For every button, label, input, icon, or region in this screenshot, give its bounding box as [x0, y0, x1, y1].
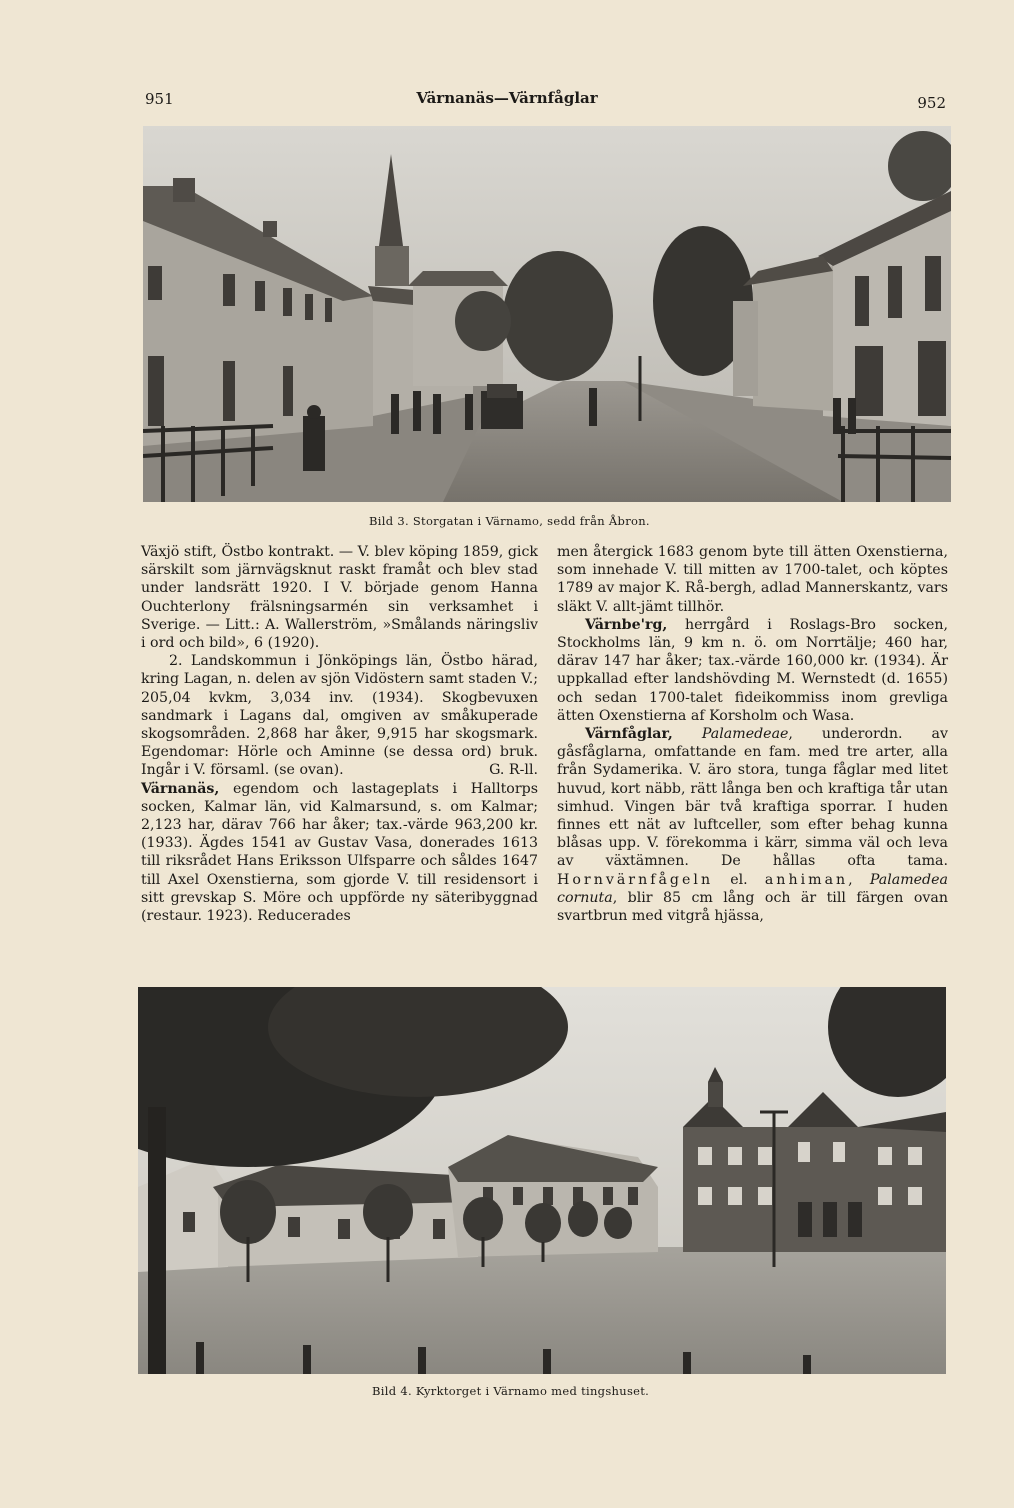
photo-storgatan — [143, 126, 951, 502]
running-head: Värnanäs—Värnfåglar — [416, 89, 598, 107]
page-number-right: 952 — [917, 94, 946, 112]
author-signature: G. R-ll. — [489, 762, 538, 779]
photo-storgatan-drawing — [143, 126, 951, 502]
headword-varnanas: Värnanäs, — [141, 780, 220, 797]
varnfaglar-text-c: , — [848, 871, 870, 888]
page-number-left: 951 — [145, 90, 174, 108]
varnfaglar-text-a: , underordn. av gåsfåglarna, omfattande en fam. med tre arter, alla från Sydamerika. V. äro stora, tunga fåglar med litet huvud, kort näbb, rätt långa ben och kraftiga tår utan simhud. Vingen bär två kraftiga sporrar. I huden finnes ett nät av luftceller, som efter behag kunna blåsas upp. V. förekomma i kärr, simma väl och leva av växtämnen. De hållas ofta tama. — [557, 726, 948, 870]
right-column — [557, 543, 948, 925]
headword-varnfaglar: Värnfåglar, — [585, 726, 673, 743]
spaced-term-2: anhiman — [764, 871, 849, 888]
varnfaglar-text-b: el. — [713, 871, 765, 888]
figure-4-caption: Bild 4. Kyrktorget i Värnamo med tingshuset. — [372, 1384, 650, 1398]
entry-varnanas — [141, 780, 538, 926]
varnfaglar-text-d: , blir 85 cm lång och är till färgen ovan svartbrun med vitgrå hjässa, — [557, 889, 948, 925]
varnberg-text: herrgård i Roslags-Bro socken, Stockholms län, 9 km n. ö. om Norrtälje; 460 har, därav 147 har åker; tax.-värde 160,000 kr. (1934). Är uppkallad efter landshövding M. Wernstedt (d. 1655) och sedan 1700-talet fideikommiss inom grevliga ätten Oxenstierna af Korsholm och Wasa. — [557, 616, 948, 724]
photo-kyrktorget — [138, 987, 946, 1374]
spaced-term-1: Hornvärnfågeln — [557, 871, 714, 888]
landskommun-text: 2. Landskommun i Jönköpings län, Östbo härad, kring Lagan, n. delen av sjön Vidöstern samt staden V.; 205,04 kvkm, 3,034 inv. (1934). Skogbevuxen sandmark i Lagans dal, omgiven av småkuperade skogsområden. 2,868 har åker, 9,915 har skogsmark. Egendomar: Hörle och Aminne (se dessa ord) bruk. Ingår i V. församl. (se ovan). — [141, 653, 538, 779]
paragraph-vaxjo: Växjö stift, Östbo kontrakt. — V. blev köping 1859, gick särskilt som järnvägsknut raskt framåt och blev stad under landsrätt 1920. I V. började genom Hanna Ouchterlony frälsningsarmén sin verksamhet i Sverige. — Litt.: A. Wallerström, »Smålands näringsliv i ord och bild», 6 (1920). — [141, 544, 538, 652]
latin-name: Palamedeae — [701, 726, 789, 743]
paragraph-continuation: men återgick 1683 genom byte till ätten Oxenstierna, som innehade V. till mitten av 1700-talet, och köptes 1789 av major K. Rå-bergh, adlad Mannerskantz, vars släkt V. allt-jämt tillhör. — [557, 544, 948, 615]
figure-3-caption: Bild 3. Storgatan i Värnamo, sedd från Åbron. — [369, 514, 650, 528]
entry-varnberg — [557, 616, 948, 725]
headword-varnberg: Värnbe'rg, — [585, 616, 668, 633]
photo-kyrktorget-drawing — [138, 987, 946, 1374]
left-column — [141, 543, 538, 925]
varnanas-text: egendom och lastageplats i Halltorps socken, Kalmar län, vid Kalmarsund, s. om Kalmar; 2,123 har, därav 766 har åker; tax.-värde 963,200 kr. (1933). Ägdes 1541 av Gustav Vasa, donerades 1613 till riksrådet Hans Eriksson Ulfsparre och såldes 1647 till Axel Oxenstierna, som gjorde V. till residensort i sitt grevskap S. Möre och uppförde ny säteribyggnad (restaur. 1923). Reducerades — [141, 780, 538, 925]
paragraph-landskommun — [141, 652, 538, 779]
latin-name-2: Palamedea cornuta — [557, 871, 948, 906]
entry-varnfaglar — [557, 725, 948, 925]
